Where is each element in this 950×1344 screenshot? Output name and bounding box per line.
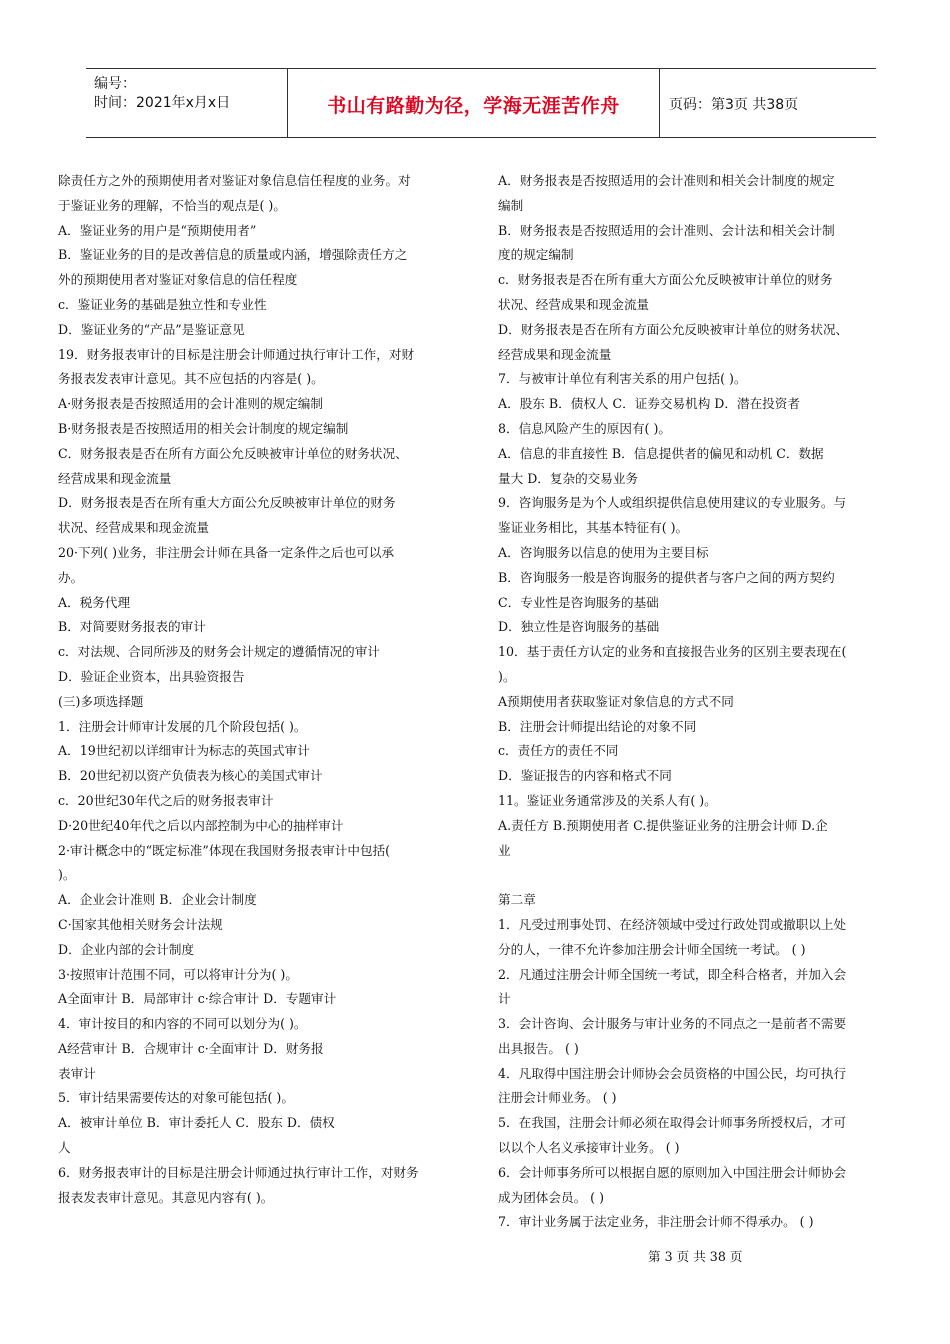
- header-motto: 书山有路勤为径，学海无涯苦作舟: [327, 95, 620, 117]
- text-line: B．注册会计师提出结论的对象不同: [498, 718, 697, 734]
- text-line: B．咨询服务一般是咨询服务的提供者与客户之间的两方契约: [498, 569, 835, 585]
- text-line: 除责任方之外的预期使用者对鉴证对象信息信任程度的业务。对: [58, 173, 411, 188]
- text-line: 2·审计概念中的“既定标准”体现在我国财务报表审计中包括(: [58, 842, 391, 858]
- text-line: 7．审计业务属于法定业务，非注册会计师不得承办。 ( ): [498, 1214, 814, 1230]
- text-line: 5．审计结果需要传达的对象可能包括( )。: [58, 1090, 294, 1106]
- text-line: 表审计: [58, 1065, 96, 1081]
- text-line: C．财务报表是否在所有方面公允反映被审计单位的财务状况、: [58, 445, 408, 461]
- text-line: A经营审计 B．合规审计 c·全面审计 D．财务报: [58, 1040, 324, 1056]
- text-line: c．财务报表是否在所有重大方面公允反映被审计单位的财务: [498, 272, 833, 288]
- text-line: 11。鉴证业务通常涉及的关系人有( )。: [498, 792, 717, 808]
- text-line: 出具报告。 ( ): [498, 1040, 579, 1056]
- text-line: 5．在我国，注册会计师必须在取得会计师事务所授权后，才可: [498, 1115, 847, 1131]
- text-line: (三)多项选择题: [58, 693, 144, 709]
- text-line: A．信息的非直接性 B．信息提供者的偏见和动机 C．数据: [498, 445, 824, 461]
- text-line: )。: [498, 668, 516, 684]
- text-line: D．鉴证业务的“产品”是鉴证意见: [58, 321, 245, 337]
- text-line: B．鉴证业务的目的是改善信息的质量或内涵，增强除责任方之: [58, 247, 408, 263]
- left-column: [58, 169, 476, 1210]
- text-line: D．独立性是咨询服务的基础: [498, 619, 660, 635]
- text-line: 编制: [498, 197, 524, 213]
- text-line: A·财务报表是否按照适用的会计准则的规定编制: [58, 396, 323, 412]
- document-time-label: 时间：2021年x月x日: [94, 95, 231, 111]
- text-line: 计: [498, 991, 511, 1007]
- text-line: D．验证企业资本，出具验资报告: [58, 668, 245, 684]
- header-divider: [659, 69, 660, 137]
- text-line: 成为团体会员。 ( ): [498, 1189, 604, 1205]
- text-line: 务报表发表审计意见。其不应包括的内容是( )。: [58, 371, 324, 387]
- text-line: A．企业会计准则 B．企业会计制度: [58, 892, 257, 908]
- text-line: B．20世纪初以资产负债表为核心的美国式审计: [58, 768, 323, 784]
- text-line: 1．凡受过刑事处罚、在经济领域中受过行政处罚或撤职以上处: [498, 916, 847, 932]
- text-line: 2．凡通过注册会计师全国统一考试，即全科合格者，并加入会: [498, 966, 847, 982]
- text-line: 经营成果和现金流量: [58, 470, 172, 486]
- page-footer: 第 3 页 共 38 页: [648, 1249, 743, 1264]
- text-line: B．对简要财务报表的审计: [58, 619, 206, 635]
- text-line: D．企业内部的会计制度: [58, 941, 195, 957]
- text-line: A．股东 B．债权人 C．证券交易机构 D．潜在投资者: [498, 396, 800, 412]
- text-line: 状况、经营成果和现金流量: [498, 296, 650, 312]
- text-line: D．财务报表是否在所有方面公允反映被审计单位的财务状况、: [498, 321, 849, 337]
- text-line: A.责任方 B.预期使用者 C.提供鉴证业务的注册会计师 D.企: [498, 817, 828, 833]
- text-line: D．鉴证报告的内容和格式不同: [498, 768, 672, 784]
- text-line: A．19世纪初以详细审计为标志的英国式审计: [58, 743, 310, 759]
- header-info: [94, 75, 288, 113]
- text-line: 6．会计师事务所可以根据自愿的原则加入中国注册会计师协会: [498, 1164, 847, 1180]
- text-line: 1．注册会计师审计发展的几个阶段包括( )。: [58, 718, 307, 734]
- text-line: D·20世纪40年代之后以内部控制为中心的抽样审计: [58, 817, 344, 833]
- text-line: 量大 D．复杂的交易业务: [498, 470, 639, 486]
- text-line: c．责任方的责任不同: [498, 743, 619, 759]
- text-line: A．被审计单位 B．审计委托人 C．股东 D．债权: [58, 1115, 335, 1131]
- text-line: 9．咨询服务是为个人或组织提供信息使用建议的专业服务。与: [498, 495, 847, 511]
- text-line: 4．凡取得中国注册会计师协会会员资格的中国公民，均可执行: [498, 1065, 847, 1081]
- text-line: 度的规定编制: [498, 247, 574, 263]
- text-line: A．鉴证业务的用户是“预期使用者”: [58, 222, 257, 238]
- text-line: A预期使用者获取鉴证对象信息的方式不同: [498, 693, 734, 709]
- text-line: 19．财务报表审计的目标是注册会计师通过执行审计工作，对财: [58, 346, 415, 362]
- text-line: 报表发表审计意见。其意见内容有( )。: [58, 1189, 274, 1205]
- text-line: 外的预期使用者对鉴证对象信息的信任程度: [58, 272, 298, 288]
- text-line: c．20世纪30年代之后的财务报表审计: [58, 792, 274, 808]
- text-line: 第二章: [498, 892, 536, 908]
- text-line: B．财务报表是否按照适用的会计准则、会计法和相关会计制: [498, 222, 835, 238]
- text-line: A．税务代理: [58, 594, 131, 610]
- text-line: A全面审计 B．局部审计 c·综合审计 D．专题审计: [58, 991, 337, 1007]
- text-line: 6．财务报表审计的目标是注册会计师通过执行审计工作，对财务: [58, 1164, 419, 1180]
- text-line: A．财务报表是否按照适用的会计准则和相关会计制度的规定: [498, 173, 835, 188]
- text-line: 状况、经营成果和现金流量: [58, 520, 210, 536]
- text-line: c．鉴证业务的基础是独立性和专业性: [58, 296, 267, 312]
- text-line: 人: [58, 1140, 71, 1156]
- document-number-label: 编号：: [94, 76, 136, 92]
- text-line: 注册会计师业务。 ( ): [498, 1090, 617, 1106]
- header-page-label: 页码：第3页 共38页: [669, 97, 799, 113]
- text-line: 3·按照审计范围不同，可以将审计分为( )。: [58, 966, 298, 982]
- text-line: 7．与被审计单位有利害关系的用户包括( )。: [498, 371, 747, 387]
- text-line: C．专业性是咨询服务的基础: [498, 594, 659, 610]
- text-line: C·国家其他相关财务会计法规: [58, 916, 223, 932]
- text-line: A．咨询服务以信息的使用为主要目标: [498, 544, 709, 560]
- text-line: 以以个人名义承接审计业务。 ( ): [498, 1140, 680, 1156]
- text-line: 经营成果和现金流量: [498, 346, 612, 362]
- text-line: 10．基于责任方认定的业务和直接报告业务的区别主要表现在(: [498, 644, 847, 660]
- text-line: 业: [498, 842, 511, 858]
- text-line: B·财务报表是否按照适用的相关会计制度的规定编制: [58, 420, 349, 436]
- page-header: [86, 68, 876, 138]
- text-line: [498, 863, 918, 888]
- text-line: 办。: [58, 569, 84, 585]
- text-line: D．财务报表是否在所有重大方面公允反映被审计单位的财务: [58, 495, 396, 511]
- text-line: 8．信息风险产生的原因有( )。: [498, 420, 671, 436]
- text-line: 20·下列( )业务，非注册会计师在具备一定条件之后也可以承: [58, 544, 395, 560]
- text-line: 分的人，一律不允许参加注册会计师全国统一考试。 ( ): [498, 941, 806, 957]
- text-line: 3．会计咨询、会计服务与审计业务的不同点之一是前者不需要: [498, 1016, 847, 1032]
- text-line: 于鉴证业务的理解，不恰当的观点是( )。: [58, 197, 286, 213]
- text-line: )。: [58, 867, 76, 883]
- text-line: 4．审计按目的和内容的不同可以划分为( )。: [58, 1016, 307, 1032]
- text-line: 鉴证业务相比，其基本特征有( )。: [498, 520, 689, 536]
- right-column: [498, 169, 918, 1235]
- text-line: c．对法规、合同所涉及的财务会计规定的遵循情况的审计: [58, 644, 380, 660]
